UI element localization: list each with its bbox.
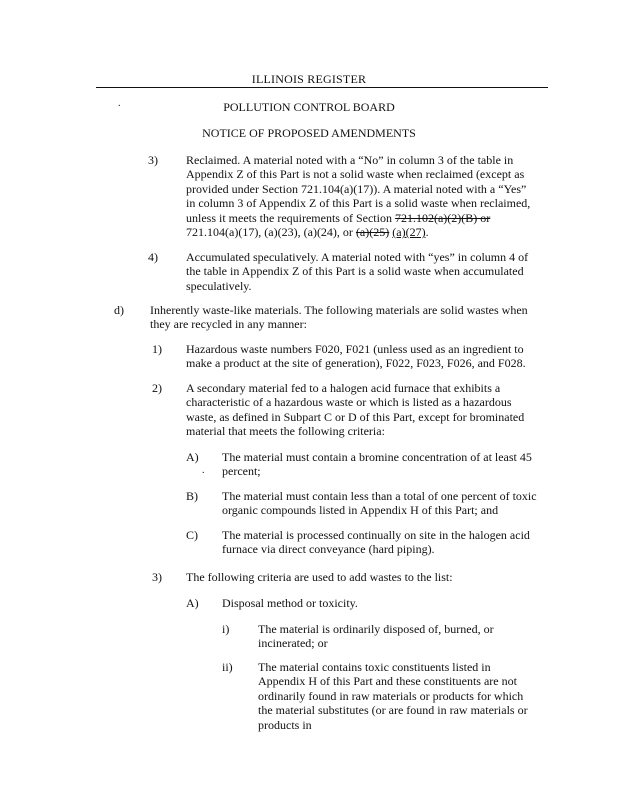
subitem-text-bromine: The material must contain a bromine concentration of at least 45 percent;	[222, 450, 532, 479]
board-title: POLLUTION CONTROL BOARD	[223, 100, 395, 114]
subsubitem-label: i)	[222, 622, 230, 636]
struck-text: 721.102(a)(2)(B) or	[394, 210, 491, 225]
header-dot: .	[118, 98, 121, 109]
text-run: .	[425, 225, 429, 240]
text-run: Reclaimed. A material noted with a “No” in column 3 of the table in Appendix Z of this Part is not a solid waste when reclaimed (except as provided under Section 721.104(a)(17)). A material noted with a “Yes” in column 3 of Appendix Z of this Part is a solid waste when reclaimed, unless it meets the requirements of Section	[186, 153, 531, 225]
underlined-text: (a)(27)	[392, 225, 426, 240]
item-text-reclaimed	[186, 153, 531, 239]
item-label: 3)	[148, 153, 158, 167]
item-text-waste-numbers: Hazardous waste numbers F020, F021 (unless used as an ingredient to make a product at the site of generation), F022, F023, F026, and F028.	[186, 342, 526, 371]
subsubitem-text-constituents: The material contains toxic constituents listed in Appendix H of this Part and these constituents are not ordinarily found in raw materials or products for which the material substitutes (or are found in raw materials or products in	[258, 660, 528, 732]
text-run: 721.104(a)(17), (a)(23), (a)(24), or	[186, 225, 356, 240]
item-label: 4)	[148, 250, 158, 264]
register-title: ILLINOIS REGISTER	[251, 72, 367, 86]
item-label: 1)	[152, 342, 162, 356]
item-label: 3)	[152, 570, 162, 584]
struck-text: (a)(25)	[355, 225, 390, 240]
header-rule	[96, 87, 548, 88]
section-label: d)	[114, 303, 124, 317]
subitem-label: B)	[186, 489, 198, 503]
subitem-text-toxic-organics: The material must contain less than a total of one percent of toxic organic compounds listed in Appendix H of this Part; and	[222, 489, 537, 518]
subitem-label: A)	[186, 596, 199, 610]
subsubitem-label: ii)	[222, 660, 233, 674]
subitem-label: A)	[186, 450, 199, 464]
subitem-text-disposal: Disposal method or toxicity.	[222, 596, 358, 610]
item-label: 2)	[152, 381, 162, 395]
item-text-criteria: The following criteria are used to add wastes to the list:	[186, 570, 453, 584]
stray-dot: .	[202, 465, 205, 476]
item-text-secondary-material: A secondary material fed to a halogen acid furnace that exhibits a characteristic of a hazardous waste or which is listed as a hazardous waste, as defined in Subpart C or D of this Part, except for brominated material that meets the following criteria:	[186, 381, 525, 439]
subitem-label: C)	[186, 528, 198, 542]
section-text-wastelike: Inherently waste-like materials. The following materials are solid wastes when they are recycled in any manner:	[150, 303, 528, 332]
item-text-speculative: Accumulated speculatively. A material noted with “yes” in column 4 of the table in Appendix Z of this Part is a solid waste when accumulated speculatively.	[186, 250, 529, 293]
subsubitem-text-disposed: The material is ordinarily disposed of, burned, or incinerated; or	[258, 622, 494, 651]
notice-title: NOTICE OF PROPOSED AMENDMENTS	[202, 126, 416, 140]
subitem-text-processed: The material is processed continually on site in the halogen acid furnace via direct conveyance (hard piping).	[222, 528, 530, 557]
